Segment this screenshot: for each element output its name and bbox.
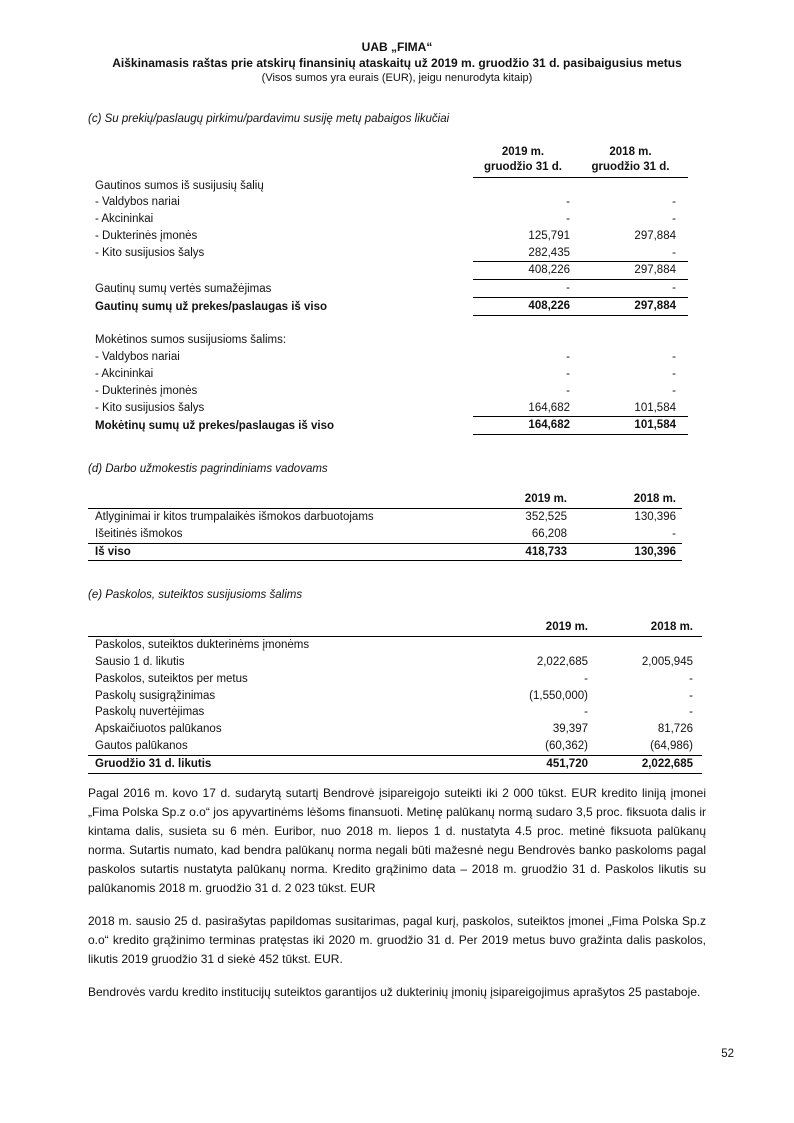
value-2019: (60,362) (483, 738, 588, 755)
value-2019: - (566, 351, 570, 364)
row-label: Sausio 1 d. likutis (95, 655, 185, 668)
value-2019: 408,226 (473, 298, 573, 316)
currency-note: (Visos sumos yra eurais (EUR), jeigu nenurodyta kitaip) (261, 72, 533, 84)
guarantees-paragraph: Bendrovės vardu kredito institucijų suteiktos garantijos už dukterinių įmonių įsipareigojimus aprašytos 25 pastaboje. (88, 984, 701, 999)
total-row (88, 417, 688, 435)
value-2018: - (672, 196, 676, 209)
row-label: Iš viso (88, 543, 467, 561)
value-2019: - (584, 672, 588, 685)
table-row (88, 366, 688, 383)
value-2019 (473, 332, 573, 349)
table-row (88, 228, 688, 245)
row-label: Gruodžio 31 d. likutis (88, 755, 483, 773)
value-2018: 297,884 (634, 229, 676, 242)
value-2019: 164,682 (473, 417, 573, 435)
spacer-row (88, 315, 688, 332)
table-row (88, 508, 682, 525)
value-2019: - (473, 280, 573, 298)
year-label: 2019 m. (501, 146, 545, 158)
table-row (88, 332, 688, 349)
row-label: Mokėtinų sumų už prekes/paslaugas iš viso (95, 419, 335, 432)
row-label (88, 262, 473, 280)
row-label: Paskolų nuvertėjimas (95, 706, 205, 719)
row-label: - Kito susijusios šalys (95, 402, 205, 415)
value-2019 (473, 178, 573, 195)
row-label: Gautinos sumos iš susijusių šalių (95, 179, 264, 192)
column-header-2019 (473, 145, 573, 178)
value-2019: 408,226 (473, 262, 573, 280)
table-row (88, 637, 702, 654)
table-row (88, 654, 702, 671)
value-2019: - (566, 384, 570, 397)
row-label: Mokėtinos sumos susijusioms šalims: (95, 334, 287, 347)
table-row (88, 704, 702, 721)
table-row (88, 526, 682, 543)
value-2019: 66,208 (467, 526, 567, 543)
value-2018: - (689, 672, 693, 685)
row-label: - Valdybos nariai (95, 196, 180, 209)
value-2018 (573, 332, 688, 349)
column-header-2018: 2018 m. (588, 619, 702, 636)
value-2018: - (573, 280, 688, 298)
table-header-row (88, 145, 688, 178)
value-2019: - (566, 196, 570, 209)
spacer-cell (88, 315, 688, 332)
date-label: gruodžio 31 d. (484, 161, 562, 173)
table-row (88, 383, 688, 400)
row-label: Paskolos, suteiktos dukterinėms įmonėms (95, 639, 310, 652)
column-header-2018: 2018 m. (567, 491, 682, 508)
table-row (88, 671, 702, 688)
row-label: Išeitinės išmokos (88, 526, 467, 543)
value-2018 (588, 637, 702, 654)
subtotal-row (88, 262, 688, 280)
section-e-heading: (e) Paskolos, suteiktos susijusioms šalims (88, 589, 303, 602)
column-header-2018 (573, 145, 688, 178)
value-2018: 130,396 (567, 543, 682, 561)
value-2019: (1,550,000) (529, 689, 588, 702)
value-2018: 101,584 (573, 417, 688, 435)
value-2019: - (584, 706, 588, 719)
row-label: Apskaičiuotos palūkanos (95, 723, 222, 736)
value-2018: - (672, 384, 676, 397)
value-2018: - (689, 706, 693, 719)
value-2019 (483, 637, 588, 654)
value-2018: - (689, 689, 693, 702)
row-label: Paskolos, suteiktos per metus (95, 672, 248, 685)
column-header-2019: 2019 m. (467, 491, 567, 508)
value-2018: 297,884 (573, 298, 688, 316)
value-2019: - (566, 367, 570, 380)
credit-line-paragraph: Pagal 2016 m. kovo 17 d. sudarytą sutartį Bendrovė įsipareigojo suteikti iki 2 000 tūkst. EUR kredito liniją įmonei „Fima Polska Sp.z o.o“ jos apyvartinėms lėšoms finansuoti. Metinę palūkanų normą sudaro 3,5 proc. fiksuota dalis ir kintama dalis, susieta su 6 mėn. Euribor, nuo 2018 m. liepos 1 d. nustatyta 4.5 proc. metinė fiksuota palūkanų norma. Sutartis numato, kad bendra palūkanų norma negali būti mažesnė negu Bendrovės banko paskoloms pagal paskolos sutartis nustatyta palūkanų norma. Kredito grąžinimo data – 2018 m. gruodžio 31 d. Paskolos likutis su palūkanomis 2018 m. gruodžio 31 d. 2 023 tūkst. EUR (88, 785, 706, 895)
table-row (88, 349, 688, 366)
row-label: - Akcininkai (95, 213, 154, 226)
value-2019: 282,435 (473, 245, 573, 262)
management-remuneration-table (88, 491, 682, 561)
value-2019: 418,733 (467, 543, 567, 561)
value-2019: - (566, 213, 570, 226)
column-header-2019: 2019 m. (483, 619, 588, 636)
value-2018: - (573, 245, 688, 262)
value-2018: (64,986) (588, 738, 702, 755)
table-row (88, 688, 702, 705)
table-header-row (88, 619, 702, 636)
table-row (88, 280, 688, 298)
value-2019: 352,525 (525, 510, 567, 523)
table-row (88, 738, 702, 755)
row-label: Gautinų sumų vertės sumažėjimas (95, 282, 272, 295)
value-2018: 101,584 (573, 400, 688, 417)
value-2019: 125,791 (528, 229, 570, 242)
value-2018: 297,884 (573, 262, 688, 280)
value-2018: - (672, 351, 676, 364)
value-2019: 451,720 (483, 755, 588, 773)
empty-header-cell (88, 619, 483, 636)
row-label: - Dukterinės įmonės (95, 229, 198, 242)
table-row (88, 721, 702, 738)
total-row (88, 298, 688, 316)
value-2018 (573, 178, 688, 195)
empty-header-cell (88, 145, 473, 178)
loan-extension-paragraph: 2018 m. sausio 25 d. pasirašytas papildomas susitarimas, pagal kurį, paskolos, suteiktos įmonei „Fima Polska Sp.z o.o“ kredito grąžinimo terminas pratęstas iki 2020 m. gruodžio 31 d. Per 2019 metus buvo gražinta dalis paskolos, likutis 2019 gruodžio 31 d siekė 452 tūkst. EUR. (88, 913, 706, 966)
row-label: - Dukterinės įmonės (95, 384, 198, 397)
row-label: Paskolų susigrąžinimas (95, 689, 216, 702)
related-party-balances-table (88, 145, 688, 435)
table-row (88, 194, 688, 211)
company-title: UAB „FIMA“ (361, 40, 433, 54)
value-2019: 2,022,685 (536, 655, 588, 668)
row-label: Gautos palūkanos (88, 738, 483, 755)
value-2018: 81,726 (657, 723, 693, 736)
table-row (88, 211, 688, 228)
row-label: Gautinų sumų už prekes/paslaugas iš viso (95, 300, 327, 313)
table-row (88, 245, 688, 262)
page-number: 52 (721, 1048, 734, 1060)
value-2018: - (672, 213, 676, 226)
document-subtitle: Aiškinamasis raštas prie atskirų finansinių ataskaitų už 2019 m. gruodžio 31 d. pasibaigusius metus (112, 56, 682, 70)
value-2019: 39,397 (552, 723, 588, 736)
value-2018: - (567, 526, 682, 543)
value-2019: 164,682 (473, 400, 573, 417)
date-label: gruodžio 31 d. (591, 161, 670, 173)
value-2018: 130,396 (634, 510, 676, 523)
section-d-heading: (d) Darbo užmokestis pagrindiniams vadovams (88, 463, 328, 476)
year-label: 2018 m. (609, 146, 652, 158)
empty-header-cell (88, 491, 467, 508)
table-row (88, 400, 688, 417)
row-label: Atlyginimai ir kitos trumpalaikės išmokos darbuotojams (95, 510, 374, 523)
row-label: - Akcininkai (95, 367, 154, 380)
row-label: - Kito susijusios šalys (95, 247, 205, 260)
value-2018: 2,022,685 (588, 755, 702, 773)
table-row (88, 178, 688, 195)
loans-to-related-parties-table (88, 619, 702, 773)
total-row (88, 543, 682, 561)
table-header-row (88, 491, 682, 508)
total-row (88, 755, 702, 773)
value-2018: - (672, 367, 676, 380)
section-c-heading: (c) Su prekių/paslaugų pirkimu/pardavimu susiję metų pabaigos likučiai (88, 113, 450, 125)
row-label: - Valdybos nariai (95, 351, 180, 364)
value-2018: 2,005,945 (641, 655, 693, 668)
